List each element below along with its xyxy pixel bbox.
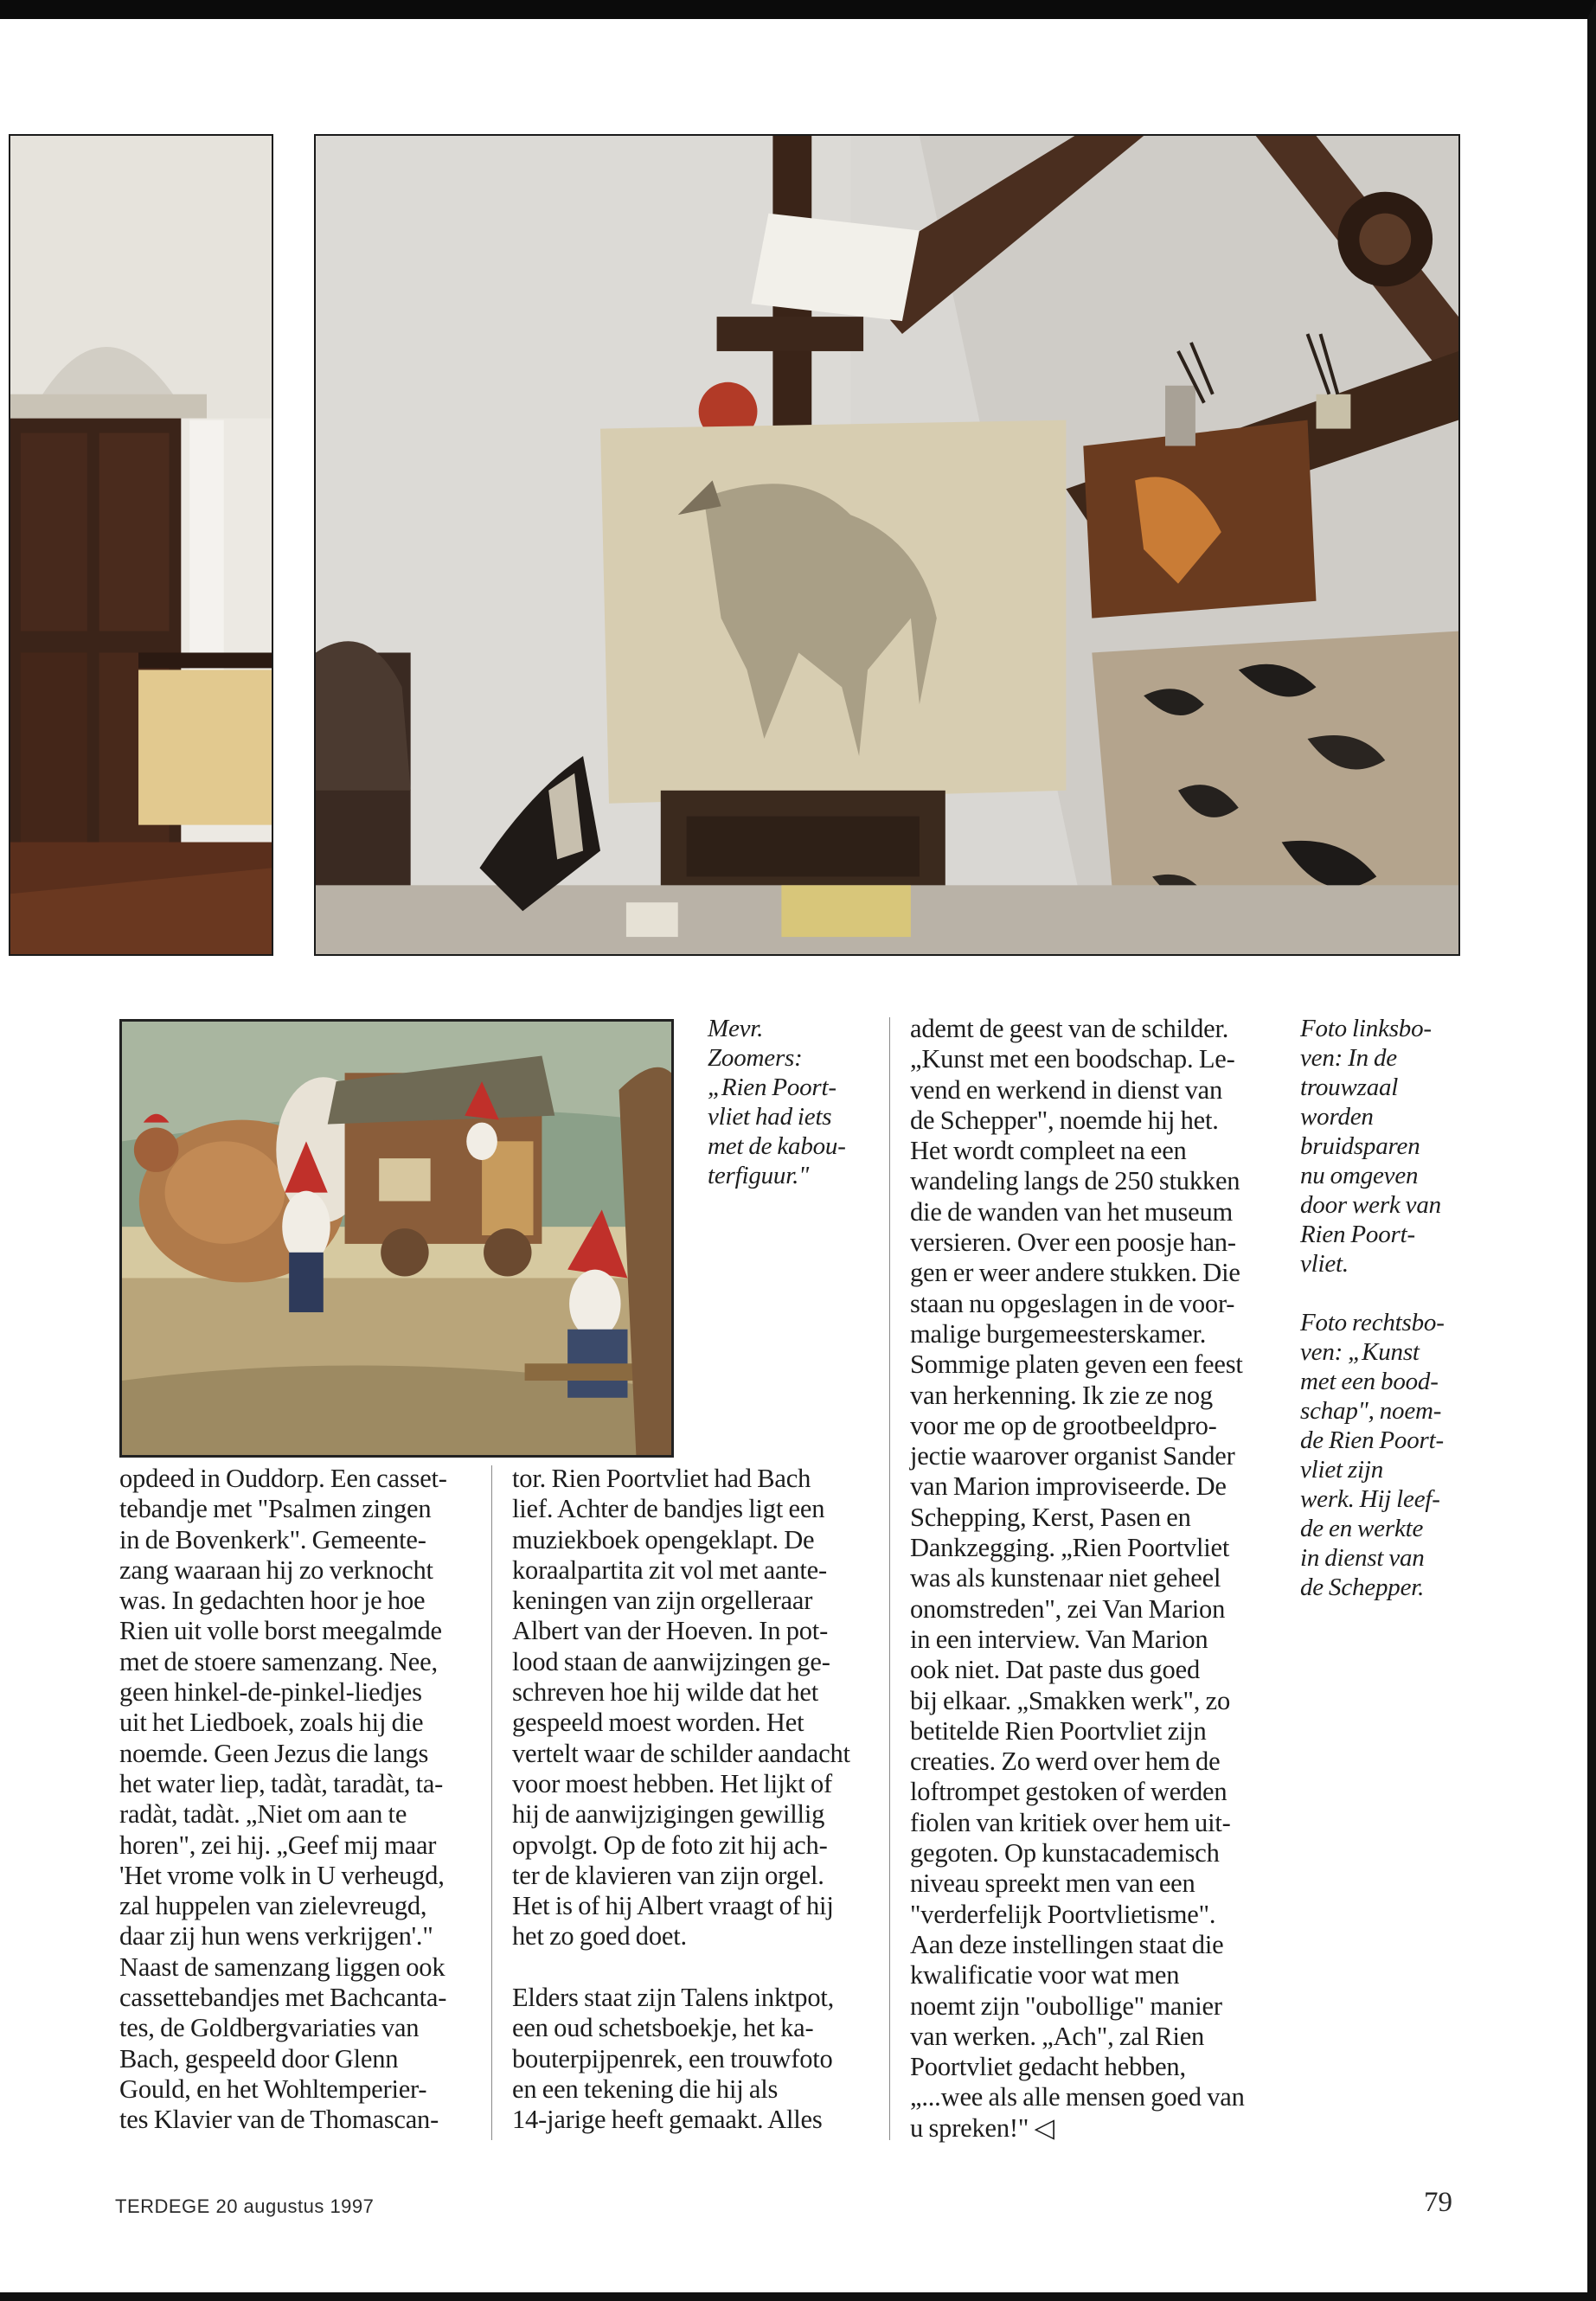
illustration-gnomes-image [122,1022,671,1455]
photo-studio-easel [314,134,1460,956]
photo-wedding-hall [9,134,273,956]
footer-publication: TERDEGE 20 augustus 1997 [115,2195,375,2217]
article-column-2: tor. Rien Poortvliet had Bach lief. Achter de bandjes ligt een muziekboek opengeklapt. De koraalpartita zit vol met aante- keningen van zijn orgelleraar Albert van der Hoeven. In pot- lood staan de aanwijzingen ge- schreven hoe hij wilde dat het gespeeld moest worden. Het vertelt waar de schilder aandacht voor moest hebben. Het lijkt of hij de aanwijzigingen gewillig opvolgt. Op de foto zit hij ach- ter de klavieren van zijn orgel. Het is of hij Albert vraagt of hij het zo goed doet. Elders staat zijn Talens inktpot, een oud schetsboekje, het ka- bouterpijpenrek, een trouwfoto en een tekening die hij als 14-jarige heeft gemaakt. Alles [512,1464,850,2135]
article-column-1: opdeed in Ouddorp. Een casset- tebandje met "Psalmen zingen in de Bovenkerk". Gemeente- zang waaraan hij zo verknocht was. In gedachten hoor je hoe Rien uit volle borst meegalmde met de stoere samenzang. Nee, geen hinkel-de-pinkel-liedjes uit het Liedboek, zoals hij die noemde. Geen Jezus die langs het water liep, tadàt, taradàt, ta- radàt, tadàt. „Niet om aan te horen", zei hij. „Geef mij maar 'Het vrome volk in U verheugd, zal huppelen van zielevreugd, daar zij hun wens verkrijgen'." Naast de samenzang liggen ook cassettebandjes met Bachcanta- tes, de Goldbergvariaties van Bach, gespeeld door Glenn Gould, en het Wohltemperier- tes Klavier van de Thomascan- [119,1464,447,2135]
photo-studio-easel-image [316,136,1458,954]
column-divider-1 [491,1465,492,2140]
caption-right: Foto linksbo- ven: In de trouwzaal worden bruidsparen nu omgeven door werk van Rien Poort- vliet. Foto rechtsbo- ven: „Kunst met een bood- schap", noem- de Rien Poort- vliet zijn werk. Hij leef- de en werkte in dienst van de Schepper. [1300,1015,1445,1601]
caption-middle: Mevr. Zoomers: „Rien Poort- vliet had iets met de kabou- terfiguur." [708,1015,846,1189]
page-number: 79 [1424,2187,1452,2218]
article-column-3: ademt de geest van de schilder. „Kunst met een boodschap. Le- vend en werkend in dienst van de Schepper", noemde hij het. Het wordt compleet na een wandeling langs de 250 stukken die de wanden van het museum versieren. Over een poosje han- gen er weer andere stukken. Die staan nu opgeslagen in de voor- malige burgemeesterskamer. Sommige platen geven een feest van herkenning. Ik zie ze nog voor me op de grootbeeldpro- jectie waarover organist Sander van Marion improviseerde. De Schepping, Kerst, Pasen en Dankzegging. „Rien Poortvliet was als kunstenaar niet geheel onomstreden", zei Van Marion in een interview. Van Marion ook niet. Dat paste dus goed bij elkaar. „Smakken werk", zo betitelde Rien Poortvliet zijn creaties. Zo werd over hem de loftrompet gestoken of werden fiolen van kritiek over hem uit- gegoten. Op kunstacademisch niveau spreekt men van een "verderfelijk Poortvlietisme". Aan deze instellingen staat die kwalificatie voor wat men noemt zijn "oubollige" manier van werken. „Ach", zal Rien Poortvliet gedacht hebben, „...wee als alle mensen goed van u spreken!" ◁ [910,1014,1245,2143]
column-divider-2 [889,1017,890,2140]
photo-wedding-hall-image [10,136,272,954]
illustration-gnomes [119,1019,674,1458]
